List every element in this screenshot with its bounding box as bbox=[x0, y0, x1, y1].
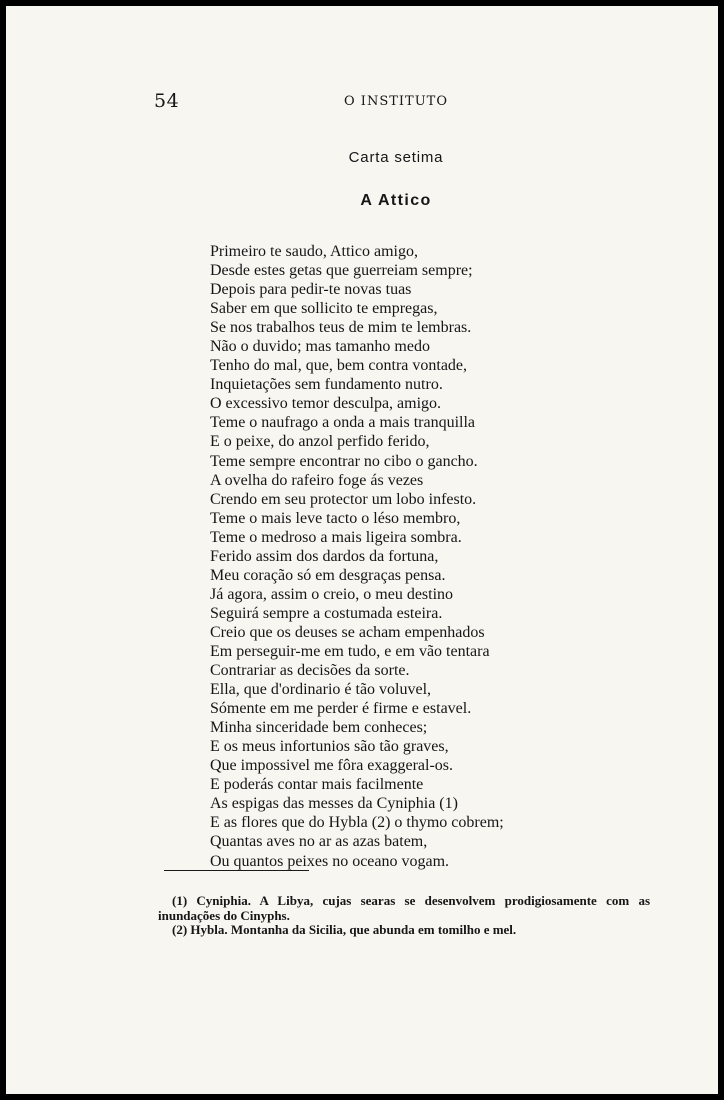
poem-line: Sómente em me perder é firme e estavel. bbox=[210, 700, 472, 718]
poem-line: Tenho do mal, que, bem contra vontade, bbox=[210, 357, 468, 375]
poem-line: Ella, que d'ordinario é tão voluvel, bbox=[210, 681, 432, 699]
poem-line: As espigas das messes da Cyniphia (1) bbox=[210, 795, 458, 813]
footnote-2: (2) Hybla. Montanha da Sicilia, que abunda em tomilho e mel. bbox=[172, 922, 517, 937]
poem-line: Que impossivel me fôra exaggeral-os. bbox=[210, 757, 454, 775]
poem-line: Teme sempre encontrar no cibo o gancho. bbox=[210, 452, 478, 470]
poem-line: Contrariar as decisões da sorte. bbox=[210, 662, 410, 680]
footnotes bbox=[158, 894, 650, 938]
poem-line: E as flores que do Hybla (2) o thymo cobrem; bbox=[210, 814, 504, 832]
running-head: O INSTITUTO bbox=[344, 94, 448, 109]
poem-line: Depois para pedir-te novas tuas bbox=[210, 281, 412, 299]
poem-line: Em perseguir-me em tudo, e em vão tentara bbox=[210, 642, 490, 660]
poem-line: Teme o medroso a mais ligeira sombra. bbox=[210, 528, 462, 546]
poem-line: Inquietações sem fundamento nutro. bbox=[210, 376, 443, 394]
poem-line: Desde estes getas que guerreiam sempre; bbox=[210, 262, 473, 280]
poem-line: Minha sinceridade bem conheces; bbox=[210, 719, 428, 737]
poem-line: E poderás contar mais facilmente bbox=[210, 776, 424, 794]
poem-line: Já agora, assim o creio, o meu destino bbox=[210, 585, 454, 603]
poem-line: Ou quantos peixes no oceano vogam. bbox=[210, 852, 450, 870]
poem-line: Teme o naufrago a onda a mais tranquilla bbox=[210, 414, 475, 432]
poem-line: Primeiro te saudo, Attico amigo, bbox=[210, 243, 418, 260]
poem-line: Ferido assim dos dardos da fortuna, bbox=[210, 547, 439, 565]
footnote-separator bbox=[164, 870, 309, 871]
poem-line: Seguirá sempre a costumada esteira. bbox=[210, 604, 443, 622]
footnote-1: (1) Cyniphia. A Libya, cujas searas se desenvolvem prodigiosamente com as inundações do Cinyphs. bbox=[158, 893, 650, 923]
poem-line: E os meus infortunios são tão graves, bbox=[210, 738, 449, 756]
poem-line: Se nos trabalhos teus de mim te lembras. bbox=[210, 319, 472, 337]
poem-line: O excessivo temor desculpa, amigo. bbox=[210, 395, 442, 413]
book-page bbox=[6, 6, 718, 1094]
page-number: 54 bbox=[154, 90, 180, 112]
poem-line: E o peixe, do anzol perfido ferido, bbox=[210, 433, 430, 451]
poem-line: Saber em que sollicito te empregas, bbox=[210, 300, 438, 318]
poem-line: Crendo em seu protector um lobo infesto. bbox=[210, 490, 477, 508]
poem-line: Meu coração só em desgraças pensa. bbox=[210, 566, 446, 584]
poem-line: Teme o mais leve tacto o léso membro, bbox=[210, 509, 461, 527]
poem-line: A ovelha do rafeiro foge ás vezes bbox=[210, 471, 424, 489]
poem-line: Quantas aves no ar as azas batem, bbox=[210, 833, 428, 851]
poem-line: Creio que os deuses se acham empenhados bbox=[210, 623, 485, 641]
letter-title: A Attico bbox=[360, 192, 432, 209]
poem bbox=[210, 242, 630, 871]
letter-label: Carta setima bbox=[348, 149, 444, 166]
poem-line: Não o duvido; mas tamanho medo bbox=[210, 338, 430, 356]
